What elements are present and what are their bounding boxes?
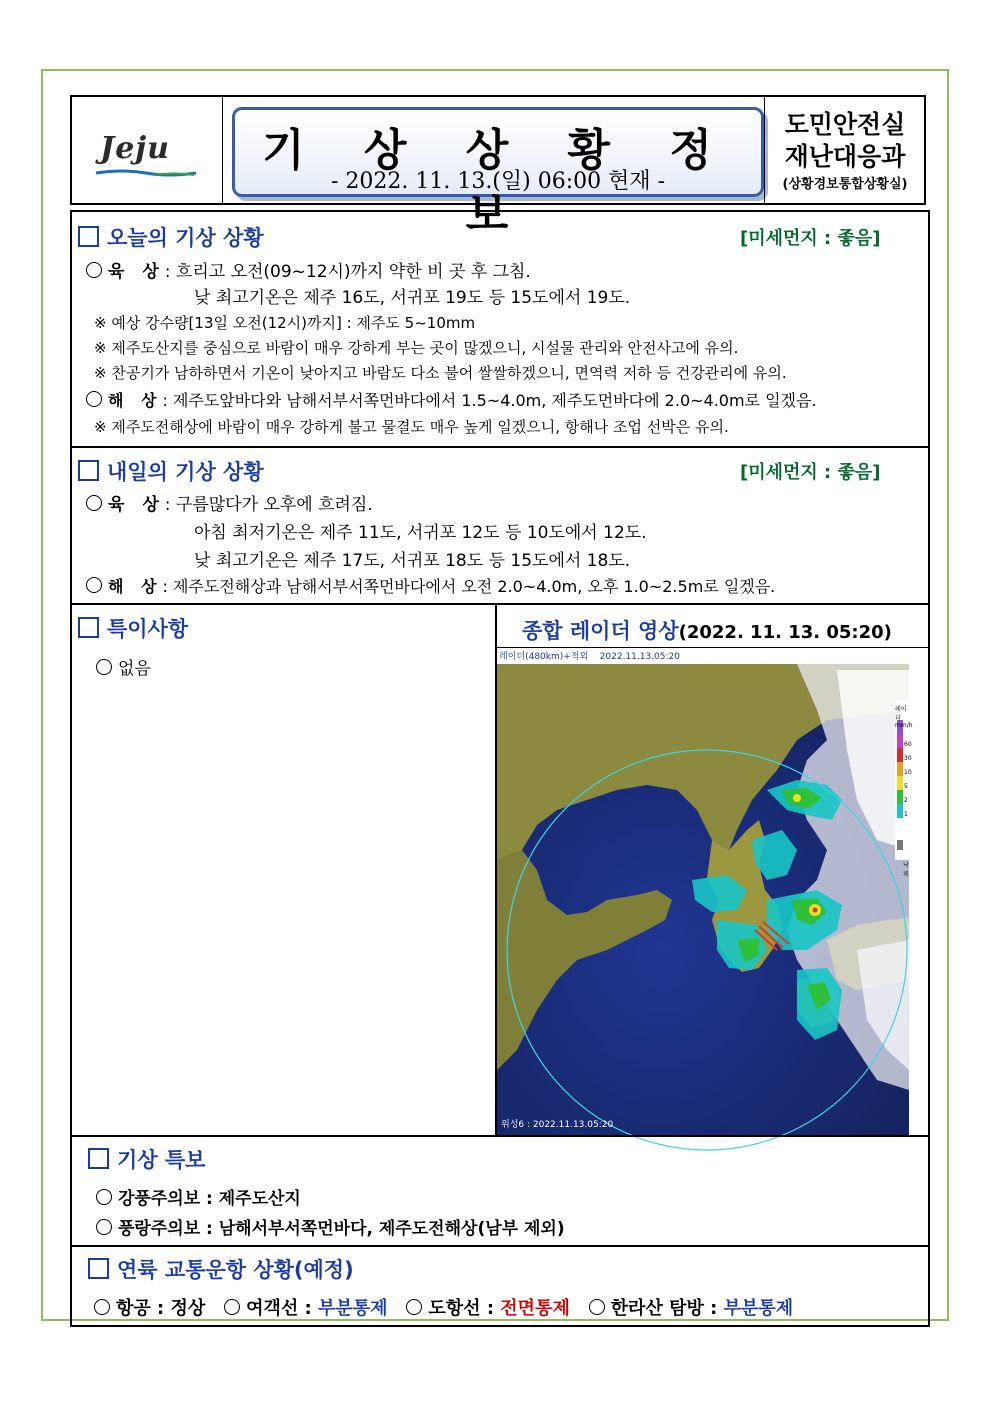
warning-item: 강풍주의보 : 제주도산지 bbox=[96, 1184, 301, 1209]
checkbox-icon bbox=[78, 617, 99, 638]
bullet-circle-icon bbox=[96, 1219, 112, 1235]
bullet-circle-icon bbox=[94, 1299, 110, 1315]
dept-division: 재난대응과 bbox=[784, 142, 906, 171]
radar-legend-values: 60 30 10 5 2 1 bbox=[904, 741, 912, 818]
report-date: - 2022. 11. 13.(일) 06:00 현재 - bbox=[330, 169, 666, 194]
page-title: 기 상 상 황 정 보 bbox=[262, 125, 734, 240]
today-dust-status: [미세먼지 : 좋음] bbox=[740, 228, 881, 249]
bullet-circle-icon bbox=[86, 262, 102, 278]
bullet-circle-icon bbox=[86, 495, 102, 511]
air-status: 정상 bbox=[170, 1298, 206, 1319]
bullet-circle-icon bbox=[96, 659, 112, 675]
special-item: 없음 bbox=[96, 654, 151, 679]
transport-section-title: 연륙 교통운항 상황(예정) bbox=[88, 1254, 354, 1284]
tomorrow-sea: 해 상: 제주도전해상과 남해서부서쪽먼바다에서 오전 2.0~4.0m, 오후 1.0~2.5m로 일겠음. bbox=[86, 574, 775, 597]
radar-legend-lightning: 낙뢰 bbox=[903, 862, 909, 878]
tomorrow-land: 육 상: 구름많다가 오후에 흐려짐. bbox=[86, 490, 373, 515]
bullet-circle-icon bbox=[224, 1299, 240, 1315]
dept-office: (상황경보통합상황실) bbox=[782, 177, 908, 192]
today-land: 육 상: 흐리고 오전(09~12시)까지 약한 비 곳 후 그침. bbox=[86, 257, 531, 282]
transport-status-row: 항공 : 정상 여객선 : 부분통제 도항선 : 전면통제 한라산 탐방 : 부분통제 bbox=[94, 1294, 793, 1320]
divider bbox=[495, 647, 928, 648]
radar-map-icon bbox=[497, 650, 913, 1136]
radar-caption: 레이더(480km)+적외 2022.11.13.05:20 bbox=[497, 650, 909, 664]
tomorrow-land-max: 낮 최고기온은 제주 17도, 서귀포 18도 등 15도에서 18도. bbox=[194, 551, 631, 571]
divider bbox=[72, 1135, 928, 1137]
checkbox-icon bbox=[88, 1148, 109, 1169]
checkbox-icon bbox=[78, 226, 99, 247]
tomorrow-dust-status: [미세먼지 : 좋음] bbox=[740, 462, 881, 483]
tomorrow-section-title: 내일의 기상 상황 bbox=[78, 456, 264, 486]
checkbox-icon bbox=[78, 460, 99, 481]
hallasan-status: 부분통제 bbox=[723, 1298, 794, 1319]
radar-footer: 위성6 : 2022.11.13.05:20 bbox=[501, 1120, 614, 1130]
today-section-title: 오늘의 기상 상황 bbox=[78, 222, 264, 252]
divider bbox=[72, 1245, 928, 1247]
bullet-circle-icon bbox=[96, 1189, 112, 1205]
dept-name: 도민안전실 bbox=[784, 110, 906, 139]
today-note-rain: ※ 예상 강수량[13일 오전(12시)까지] : 제주도 5~10mm bbox=[94, 314, 476, 332]
ferry-status: 부분통제 bbox=[318, 1298, 388, 1319]
department-cell bbox=[764, 97, 925, 203]
logo-swoosh-icon bbox=[94, 169, 198, 177]
warnings-section-title: 기상 특보 bbox=[88, 1144, 205, 1174]
jeju-logo bbox=[72, 97, 223, 203]
today-note-wind: ※ 제주도산지를 중심으로 바람이 매우 강하게 부는 곳이 많겠으니, 시설물 관리와 안전사고에 유의. bbox=[94, 339, 739, 357]
title-box bbox=[232, 107, 764, 240]
radar-legend: 레이더 mm/h bbox=[895, 706, 913, 729]
special-section-title: 특이사항 bbox=[78, 613, 188, 643]
today-land-temp: 낮 최고기온은 제주 16도, 서귀포 19도 등 15도에서 19도. bbox=[194, 288, 631, 308]
radar-image bbox=[497, 650, 913, 1136]
bullet-circle-icon bbox=[86, 577, 102, 593]
report-body bbox=[70, 210, 930, 1327]
bullet-circle-icon bbox=[86, 391, 102, 407]
warning-item: 풍랑주의보 : 남해서부서쪽먼바다, 제주도전해상(남부 제외) bbox=[96, 1214, 565, 1239]
today-note-sea: ※ 제주도전해상에 바람이 매우 강하게 불고 물결도 매우 높게 일겠으니, 항해나 조업 선박은 유의. bbox=[94, 418, 729, 436]
logo-text: Jeju bbox=[100, 131, 170, 166]
tomorrow-land-min: 아침 최저기온은 제주 11도, 서귀포 12도 등 10도에서 12도. bbox=[194, 523, 647, 543]
today-sea: 해 상: 제주도앞바다와 남해서부서쪽먼바다에서 1.5~4.0m, 제주도먼바다에 2.0~4.0m로 일겠음. bbox=[86, 388, 817, 411]
today-note-cold: ※ 찬공기가 남하하면서 기온이 낮아지고 바람도 다소 불어 쌀쌀하겠으니, 면역력 저하 등 건강관리에 유의. bbox=[94, 364, 787, 382]
divider bbox=[72, 603, 928, 605]
bullet-circle-icon bbox=[589, 1299, 605, 1315]
bullet-circle-icon bbox=[406, 1299, 422, 1315]
island-ferry-status: 전면통제 bbox=[500, 1298, 570, 1319]
checkbox-icon bbox=[88, 1258, 109, 1279]
radar-title: 종합 레이더 영상(2022. 11. 13. 05:20) bbox=[522, 619, 892, 643]
divider bbox=[72, 446, 928, 448]
